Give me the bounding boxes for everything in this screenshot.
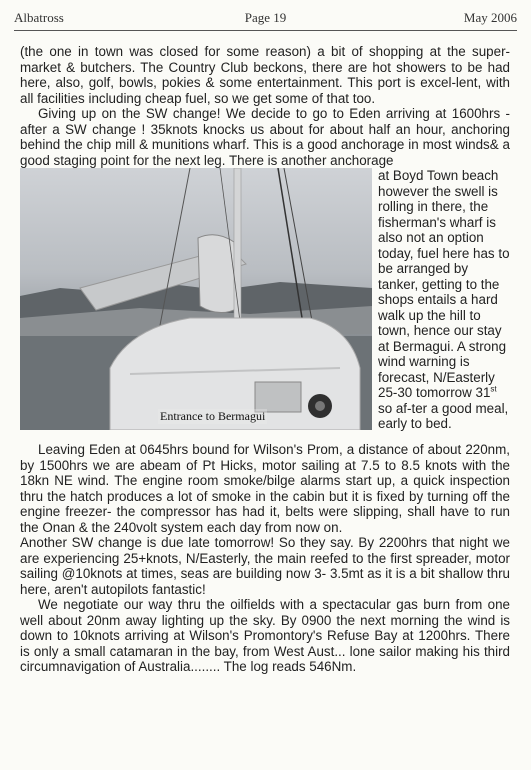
paragraph-2: Giving up on the SW change! We decide to go to Eden arriving at 1600hrs - after a SW change ! 35knots knocks us about for about half an hour, anchoring behind the chip mill & munitions wharf. This is a good anchorage in most winds& a good staging point for the next leg. There is another anchorage: [20, 106, 510, 168]
page-header: [14, 6, 517, 30]
paragraph-4: Another SW change is due late tomorrow! So they say. By 2200hrs that night we are experiencing 25+knots, N/Easterly, the main reefed to the first spreader, motor sailing @10knots at times, seas are building now 3- 3.5mt as it is a bit shallow thru here, aren't autopilots fantastic!: [20, 535, 510, 597]
ordinal-suffix: st: [490, 384, 497, 394]
publication-title: Albatross: [14, 10, 64, 25]
article-body: [20, 44, 510, 675]
paragraph-1: (the one in town was closed for some reason) a bit of shopping at the super-market & butchers. The Country Club beckons, there are hot showers to be had here, also, golf, bowls, pokies & some entertainment. This port is excel-lent, with all facilities including cheap fuel, so we get some of that too.: [20, 44, 510, 106]
yacht-photo-illustration: [20, 168, 372, 430]
paragraph-3: Leaving Eden at 0645hrs bound for Wilson's Prom, a distance of about 220nm, by 1500hrs we are abeam of Pt Hicks, motor sailing at 7.5 to 8.5 knots with the 18kn NE wind. The engine room smoke/bilge alarms start up, a quick inspection thru the hatch produces a lot of smoke in the cabin but it is fixed by turning off the engine freezer- the compressor has had it, belts were slipping, shall have to run the Onan & the 240volt system each day from now on.: [20, 442, 510, 535]
header-rule: [14, 30, 517, 31]
issue-date: May 2006: [463, 10, 517, 25]
page-number: Page 19: [244, 10, 287, 25]
photo-caption: Entrance to Bermagui: [160, 408, 266, 423]
paragraph-2-wrap-b: so af-ter a good meal, early to bed.: [378, 400, 509, 431]
paragraph-5: We negotiate our way thru the oilfields with a spectacular gas burn from one well about 20nm away lighting up the sky. By 0900 the next morning the wind is down to 10knots arriving at Wilson's Promontory's Refuse Bay at 1200hrs. There is only a small catamaran in the bay, from West Aust... lone sailor making his third circumnavigation of Australia........ The log reads 546Nm.: [20, 597, 510, 674]
paragraph-2-wrap-a: at Boyd Town beach however the swell is rolling in there, the fisherman's wharf is also not an option today, fuel here has to be arranged by tanker, getting to the shops entails a hard walk up the hill to town, hence our stay at Bermagui. A strong wind warning is forecast, N/Easterly 25-30 tomorrow 31: [378, 168, 510, 400]
photo-bermagui-entrance: [20, 168, 372, 430]
